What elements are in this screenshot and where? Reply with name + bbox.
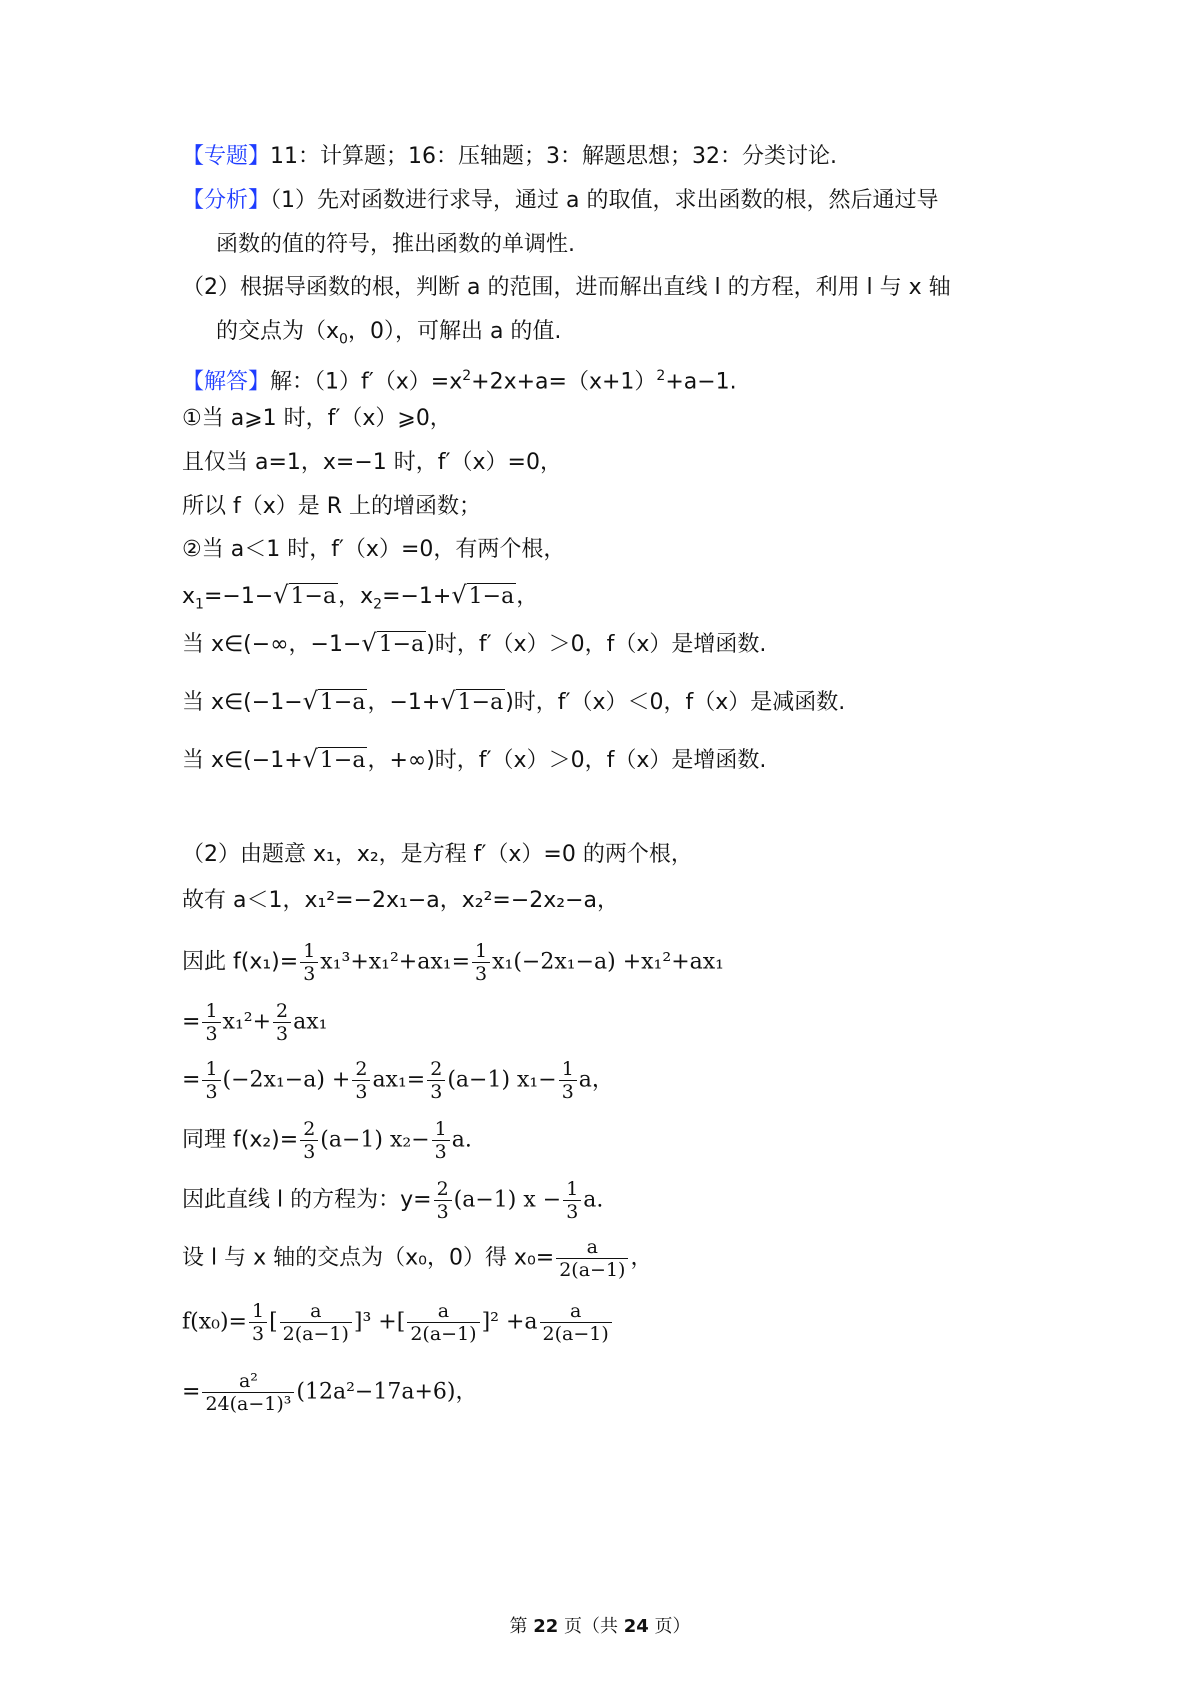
sqrt: √1−a — [451, 581, 515, 609]
root-x1-sub: 1 — [195, 596, 204, 613]
fraction: $\frac{1}{3}$ — [563, 1178, 581, 1223]
q2i-b3: ]² +a — [481, 1309, 538, 1335]
footer-post: 页） — [648, 1616, 691, 1637]
q2e-mid3: (a−1) x₁− — [447, 1067, 557, 1093]
q2d-mid: x₁²+ — [222, 1009, 272, 1035]
q2e-pre: = — [182, 1067, 201, 1093]
fraction: $\frac{2}{3}$ — [300, 1118, 318, 1163]
jieda-sup1: 2 — [462, 368, 472, 384]
int2-mid: ，−1+ — [367, 690, 441, 715]
q2c-post: x₁(−2x₁−a) +x₁²+ax₁ — [492, 949, 724, 975]
line-jieda — [182, 361, 737, 397]
fraction: $\frac{1}{3}$ — [202, 1058, 220, 1103]
int3-pre: 当 x∈(−1+ — [182, 748, 303, 773]
q2i-b2: ]³ +[ — [353, 1309, 406, 1335]
line-p2a: （2）根据导函数的根，判断 a 的范围，进而解出直线 l 的方程，利用 l 与 x 轴 — [182, 275, 951, 300]
footer-pre: 第 — [509, 1616, 534, 1637]
q2d-pre: = — [182, 1009, 201, 1035]
line-fenxi-2: 函数的值的符号，推出函数的单调性. — [216, 232, 575, 257]
fenxi-text: （1）先对函数进行求导，通过 a 的取值，求出函数的根，然后通过导 — [270, 188, 939, 213]
q2i-pre: f(x₀)= — [182, 1309, 247, 1335]
q2g-post: a. — [583, 1187, 604, 1213]
fraction: $\frac{2}{3}$ — [352, 1058, 370, 1103]
fraction: $\frac{2}{3}$ — [427, 1058, 445, 1103]
q2h-post: ， — [630, 1245, 653, 1271]
int1-post: )时，f′（x）＞0，f（x）是增函数. — [426, 632, 767, 657]
q2g-pre: 因此直线 l 的方程为：y= — [182, 1187, 432, 1213]
fraction: $\frac{1}{3}$ — [559, 1058, 577, 1103]
line-q2f — [182, 1118, 472, 1163]
footer-page-number: 22 — [533, 1616, 559, 1637]
line-q2g — [182, 1178, 603, 1223]
q2c-mid: x₁³+x₁²+ax₁= — [320, 949, 471, 975]
root-sep: ，x — [338, 584, 374, 609]
zhuanti-text: 11：计算题；16：压轴题；3：解题思想；32：分类讨论. — [270, 144, 837, 169]
tag-fenxi: 【分析】 — [182, 188, 271, 213]
fraction: $\frac{a}{2(a-1)}$ — [556, 1236, 628, 1281]
footer-total-pages: 24 — [623, 1616, 649, 1637]
line-roots — [182, 580, 538, 619]
q2g-mid: (a−1) x − — [453, 1187, 562, 1213]
q2h-pre: 设 l 与 x 轴的交点为（x₀，0）得 x₀= — [182, 1245, 555, 1271]
line-case2: ②当 a＜1 时，f′（x）=0，有两个根， — [182, 537, 566, 562]
line-q2c — [182, 940, 724, 985]
fraction: $\frac{1}{3}$ — [432, 1118, 450, 1163]
q2e-mid2: ax₁= — [372, 1067, 426, 1093]
line-q2b: 故有 a＜1，x₁²=−2x₁−a，x₂²=−2x₂−a， — [182, 888, 620, 913]
root-x2-sub: 2 — [373, 596, 383, 613]
fraction: $\frac{a}{2(a-1)}$ — [407, 1300, 479, 1345]
sqrt: √1−a — [361, 629, 425, 657]
line-q2j — [182, 1370, 477, 1415]
p2b-post: ，0），可解出 a 的值. — [347, 319, 562, 344]
sqrt: √1−a — [302, 687, 366, 715]
fraction: $\frac{1}{3}$ — [249, 1300, 267, 1345]
fraction: $\frac{\text{a²}}{\text{24(a−1)³}}$ — [202, 1370, 294, 1415]
footer-mid: 页（共 — [558, 1616, 624, 1637]
sqrt: √1−a — [440, 687, 504, 715]
line-fenxi — [182, 186, 938, 216]
fraction: $\frac{2}{3}$ — [273, 1000, 291, 1045]
q2c-pre: 因此 f(x₁)= — [182, 949, 299, 975]
root-x1: x — [182, 584, 196, 609]
fraction: $\frac{1}{3}$ — [202, 1000, 220, 1045]
line-case1b: 且仅当 a=1，x=−1 时，f′（x）=0， — [182, 450, 562, 475]
q2j-pre: = — [182, 1379, 201, 1405]
fraction: $\frac{1}{3}$ — [300, 940, 318, 985]
line-q2h — [182, 1236, 652, 1281]
q2i-b1: [ — [269, 1309, 278, 1335]
jieda-post: +a−1. — [665, 369, 737, 395]
fraction: $\frac{1}{3}$ — [472, 940, 490, 985]
q2f-mid: (a−1) x₂− — [320, 1127, 430, 1153]
fraction: $\frac{a}{2(a-1)}$ — [280, 1300, 352, 1345]
line-case1: ①当 a⩾1 时，f′（x）⩾0， — [182, 406, 452, 431]
line-p2b — [216, 317, 561, 354]
q2e-post: a， — [578, 1067, 614, 1093]
line-zhuanti — [182, 142, 837, 172]
line-q2i — [182, 1300, 614, 1345]
p2b-pre: 的交点为（x — [216, 319, 340, 344]
tag-zhuanti: 【专题】 — [182, 144, 271, 169]
fraction: $\frac{2}{3}$ — [434, 1178, 452, 1223]
q2e-mid1: (−2x₁−a) + — [222, 1067, 351, 1093]
jieda-pre: 解：（1）f′（x）=x — [270, 369, 463, 395]
line-q2e — [182, 1058, 614, 1103]
root-x1-val: =−1− — [203, 584, 274, 609]
sqrt: √1−a — [273, 581, 337, 609]
root-end: ， — [516, 584, 539, 609]
jieda-mid: +2x+a=（x+1） — [471, 369, 657, 395]
line-q2: （2）由题意 x₁，x₂，是方程 f′（x）=0 的两个根， — [182, 842, 693, 867]
line-interval1 — [182, 628, 766, 660]
p2b-sub: 0 — [339, 331, 348, 348]
jieda-sup2: 2 — [656, 368, 666, 384]
line-interval2 — [182, 686, 845, 718]
q2j-post: (12a²−17a+6)， — [296, 1379, 478, 1405]
int1-pre: 当 x∈(−∞，−1− — [182, 632, 362, 657]
int2-post: )时，f′（x）＜0，f（x）是减函数. — [505, 690, 846, 715]
page-footer — [0, 1612, 1200, 1638]
line-case1c: 所以 f（x）是 R 上的增函数； — [182, 494, 482, 519]
line-q2d — [182, 1000, 327, 1045]
root-x2-val: =−1+ — [382, 584, 452, 609]
int3-post: ，+∞)时，f′（x）＞0，f（x）是增函数. — [367, 748, 767, 773]
int2-pre: 当 x∈(−1− — [182, 690, 303, 715]
q2f-post: a. — [451, 1127, 472, 1153]
fraction: $\frac{a}{2(a-1)}$ — [540, 1300, 612, 1345]
line-interval3 — [182, 744, 766, 776]
sqrt: √1−a — [302, 745, 366, 773]
q2d-post: ax₁ — [293, 1009, 328, 1035]
tag-jieda: 【解答】 — [182, 369, 271, 395]
q2f-pre: 同理 f(x₂)= — [182, 1127, 299, 1153]
